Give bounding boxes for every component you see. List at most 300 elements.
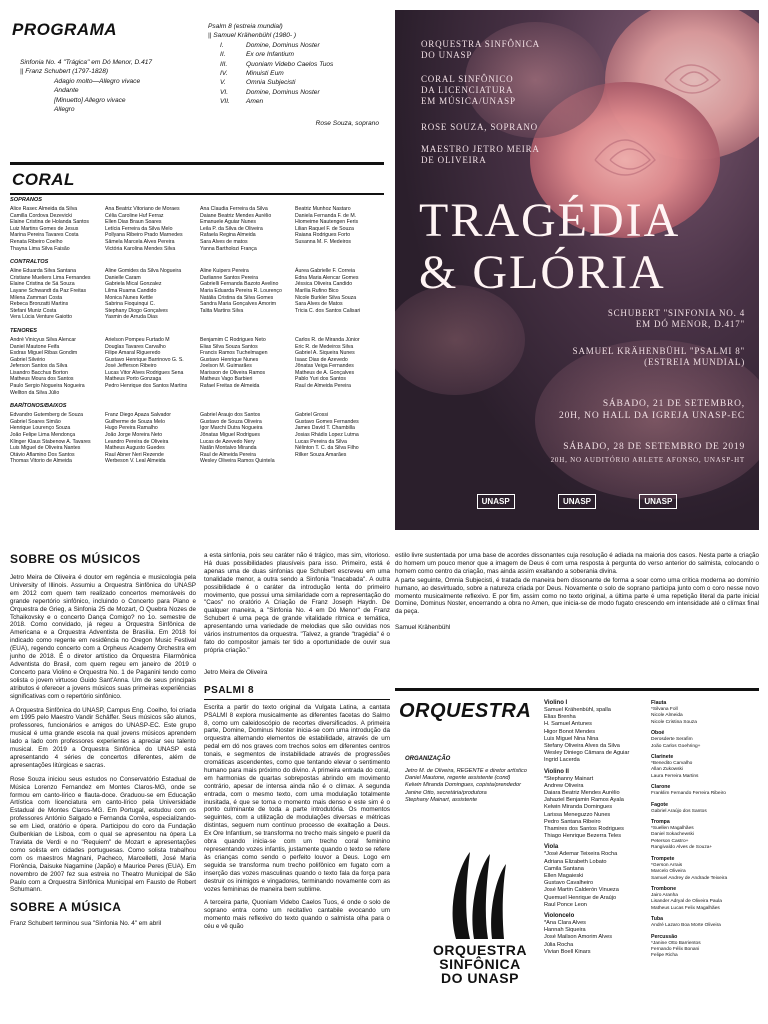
choir-member: Gabriel Grossi bbox=[295, 412, 329, 419]
choir-member: José Jefferson Ribeiro bbox=[105, 363, 157, 370]
choir-member: Danielle Caram bbox=[105, 274, 141, 281]
instrument-heading: Trombone bbox=[651, 885, 677, 892]
orchestra-member: Elias Brenha bbox=[544, 714, 576, 721]
choir-member: Lucas de Azevedo Nery bbox=[200, 438, 255, 445]
choir-member: Matheus Porto Gonzaga bbox=[105, 376, 162, 383]
movement-number: V. bbox=[220, 79, 226, 87]
poster-date-2-venue: 20H, NO AUDITÓRIO ARLETE AFONSO, UNASP-HT bbox=[550, 456, 745, 464]
schubert-analysis: a esta sinfonia, pois seu caráter não é trágico, mas sim, vitorioso. Há duas possibilidades plausíveis para isso. Primeiro, está é apenas uma de duas sinfonias que Schubert escreveu em uma tonalidade menor, a outra sendo a Sinfonia "Inacabada". A outra possibilidade é o caráter da introdução lenta do primeiro movimento, que possui uma similaridade com a representação do "Caos" no oratório A Criação de Franz Joseph Haydn. De qualquer maneira, a "Sinfonia No. 4 em Dó Menor" de Franz Schubert é uma peça de grande vitalidade rítmica e temática, apresentando uma variedade de melodias que são ouvidas nos vários instrumentos da orquestra. "Talvez, a grande "tragédia" é o fato do compositor jamais ter tido a oportunidade de ouvir sua própria criação." bbox=[204, 552, 390, 654]
choir-member: Matheus Vago Barbieri bbox=[200, 376, 253, 383]
choir-member: Stephany Diogo Gonçalves bbox=[105, 307, 168, 314]
orchestra-member: Laura Ferreira Martins bbox=[651, 773, 699, 779]
orquestra-logo bbox=[425, 844, 535, 985]
section-spacer bbox=[10, 396, 390, 401]
choir-member: Josias Rhádis Lopez Lutma bbox=[295, 432, 359, 439]
movement-4: Allegro bbox=[54, 106, 75, 114]
orchestra-member: Matheus Lucas Felix Magalhães bbox=[651, 905, 720, 911]
orchestra-member: Derosderte Serafim bbox=[651, 737, 693, 743]
choir-member: Benjamim C Rodrigues Neto bbox=[200, 336, 266, 343]
choir-member: Emanuele Aguiar Nunes bbox=[200, 219, 256, 226]
choir-member: Thomas Vitorio de Almeida bbox=[10, 458, 72, 465]
orchestra-member: Gustavo Cavalheiro bbox=[544, 880, 594, 887]
poster-date-1: SÁBADO, 21 DE SETEMBRO, 20H, NO HALL DA IGREJA UNASP-EC bbox=[559, 399, 745, 421]
choir-member: Sabrina Fioquinqui C. bbox=[105, 301, 155, 308]
instrument-heading: Violoncelo bbox=[544, 913, 575, 920]
choir-member: Aline Eduarda Silva Santana bbox=[10, 268, 77, 275]
orchestra-member: Jairo Aranha bbox=[651, 892, 678, 898]
psalm-movement bbox=[208, 69, 383, 78]
instrument-heading: Trompa bbox=[651, 819, 670, 826]
orchestra-member: Larissa Meneguzzo Nunes bbox=[544, 811, 611, 818]
choir-member: Guilherme de Souza Melo bbox=[105, 418, 165, 425]
choir-column bbox=[295, 337, 390, 396]
psalm-movement bbox=[208, 88, 383, 97]
organizacao-member: Jetro M. de Oliveira, REGENTE e diretor artístico bbox=[405, 768, 527, 774]
unasp-logo: UNASP bbox=[558, 494, 596, 509]
orchestra-member: H. Samuel Antunes bbox=[544, 721, 592, 728]
choir-column bbox=[105, 412, 200, 465]
poster-coral: CORAL SINFÔNICO DA LICENCIATURA EM MÚSICA/UNASP bbox=[421, 74, 516, 106]
choir-member: Maria Eduarda Pereira R. Lourenço bbox=[200, 287, 282, 294]
orchestra-member: *Stephanny Mainart bbox=[544, 775, 594, 782]
choir-member: Gabriel Araujo dos Santos bbox=[200, 412, 261, 419]
choir-member: Beatriz Munhoz Nastaro bbox=[295, 206, 351, 212]
logo-line-2: SINFÔNICA bbox=[439, 956, 521, 972]
movement-number: VII. bbox=[220, 98, 230, 106]
movement-2: Andante bbox=[54, 87, 79, 95]
choir-member: Talita Martins Silva bbox=[200, 307, 244, 314]
programa-title: PROGRAMA bbox=[12, 20, 118, 39]
section-spacer bbox=[10, 321, 390, 326]
choir-member: Ana Claudia Ferreira da Silva bbox=[200, 206, 268, 212]
choir-member: Layane Schwandt da Paz Freitas bbox=[10, 287, 87, 294]
instrument-heading: Percussão bbox=[651, 933, 678, 940]
orchestra-member: Raul Ponce Leon bbox=[544, 901, 587, 908]
poster-schubert: SCHUBERT "SINFONIA NO. 4 EM DÓ MENOR, D.417" bbox=[607, 308, 745, 329]
choir-member: Elaine Cristina de Holanda Santos bbox=[10, 219, 90, 226]
organizacao-member: Janine Otto, secretária/produtora bbox=[405, 789, 487, 796]
instrument-heading: Flauta bbox=[651, 700, 667, 706]
psalm-movement bbox=[208, 97, 383, 106]
voice-section-names bbox=[10, 337, 390, 396]
choir-column bbox=[105, 206, 200, 252]
choir-member: Gabriel A. Siqueira Nunes bbox=[295, 350, 355, 357]
choir-column bbox=[10, 337, 105, 396]
choir-member: Gustavo Henrique Nunes bbox=[200, 356, 259, 363]
choir-member: Luiz Martins Gomes de Jesus bbox=[10, 225, 79, 232]
poster-soloist: ROSE SOUZA, SOPRANO bbox=[421, 122, 538, 132]
choir-member: Cristiane Mueliers Lima Fernandes bbox=[10, 274, 91, 281]
soloist-credit: Rose Souza, soprano bbox=[315, 119, 379, 127]
movement-name: Amen bbox=[246, 98, 264, 106]
orchestra-member: André Lazaro Boa Morte Oliveira bbox=[651, 923, 721, 929]
choir-member: Darlianne Santos Pereira bbox=[200, 274, 258, 281]
orchestra-member: Stefany Oliveira Alves da Silva bbox=[544, 743, 620, 750]
choir-member: Hiomeime Nautengen Feris bbox=[295, 219, 359, 226]
coral-top-rule bbox=[10, 162, 384, 165]
choir-member: Gabriel Soares Simão bbox=[10, 418, 61, 425]
choir-member: Camilla Cordova Dezevicki bbox=[10, 212, 72, 219]
movement-3: [Minuetto] Allegro vivace bbox=[54, 96, 126, 104]
choir-member: Nicole Burkler Silva Souza bbox=[295, 294, 357, 301]
choir-member: Célia Caroline Huf Ferraz bbox=[105, 212, 164, 219]
middle-text-column bbox=[204, 552, 390, 1022]
orchestra-member: Marcelo Oliveira bbox=[651, 869, 686, 875]
choir-column bbox=[105, 268, 200, 321]
choir-member: Renata Ribeiro Coelho bbox=[10, 238, 63, 245]
orchestra-member: *José Ademar Teixeira Rocha bbox=[544, 851, 618, 858]
choir-member: Yasmin de Arruda Dias bbox=[105, 314, 158, 321]
orchestra-member: Hannah Siqueira bbox=[544, 927, 586, 934]
choir-member: Lilian Raquel F. de Souza bbox=[295, 225, 354, 232]
psalm-movement bbox=[208, 50, 383, 59]
orchestra-member: *Suellen Magalhães bbox=[651, 826, 694, 832]
section-spacer bbox=[10, 252, 390, 257]
choir-member: Alice Rasec Almeida da Silva bbox=[10, 206, 78, 212]
orchestra-member: *Ana Clara Alves bbox=[544, 920, 586, 927]
psalm-analysis-continued: estilo livre sustentada por uma base de acordes dissonantes cuja resolução é adiada na maioria dos casos. Nesta parte a criação do homem um pouco menor que a imagem de Deus é com uma resposta à pergunta do verso anterior do salmista, colocando o homem como centro da criação, mas ainda assim exaltando a soberania divina. A parte seguinte, Omnia Subjecisti, é tratada de maneira bem dissonante de forma a soar como uma crítica moderna ao domínio humano, ao desvirtuado, sobre a natureza criada por Deus. Novamente o solo de soprano participa junto com o coro nesse novo momento musicalmente reflexivo. E por fim, assim como no texto original, a última parte é uma repetição literal da parte inicial Domine, Dominus Noster, encerrando a obra no Amen, que inicia-se de modo fugato crescendo em intensidade até o clímax final da peça. bbox=[395, 552, 759, 616]
choir-member: Gustavo Henrique Barrinovo G. S. bbox=[105, 356, 184, 363]
choir-member: Stefani Muniz Costa bbox=[10, 307, 57, 314]
poster-title-line-1: TRAGÉDIA bbox=[419, 194, 681, 247]
orchestra-member: *Silvana Foll bbox=[651, 707, 678, 712]
choir-member: Werbeson V. Leal Almeida bbox=[105, 458, 166, 465]
voice-section-label: CONTRALTOS bbox=[10, 259, 49, 266]
instrument-heading: Trompete bbox=[651, 855, 675, 862]
choir-member: Lucas Pereira da Silva bbox=[295, 438, 347, 445]
orchestra-member: Daiara Beatriz Mendes Aurélio bbox=[544, 790, 620, 797]
choir-member: Marisson de Oliveira Ramos bbox=[200, 369, 266, 376]
choir-member: Matheus Moura dos Santos bbox=[10, 376, 74, 383]
choir-member: Raul de Almeida Pereira bbox=[295, 383, 351, 390]
logo-line-3: DO UNASP bbox=[441, 970, 519, 986]
organizacao-member: Daniel Mautone, regente assistente (cond) bbox=[405, 775, 511, 782]
movement-name: Domine, Dominus Noster bbox=[246, 41, 320, 49]
voice-section-label: TENORES bbox=[10, 327, 38, 334]
choir-member: João Jorge Moreira Neto bbox=[105, 432, 163, 439]
choir-column bbox=[200, 268, 295, 321]
choir-member: Thayna Lima Silva Faisão bbox=[10, 245, 70, 252]
orchestra-member: Adriana Elizabeth Lobato bbox=[544, 858, 607, 865]
choir-member: Pablo Yuri dos Santos bbox=[295, 376, 346, 383]
choir-member: Susanna M. F. Medeiros bbox=[295, 238, 351, 245]
orchestra-member: José Martin Calderón Vinueza bbox=[544, 887, 619, 894]
choir-member: Aline Gomides da Silva Nogueira bbox=[105, 268, 182, 275]
choir-member: Luis Miguel de Oliveira Nantes bbox=[10, 445, 81, 452]
section-spacer bbox=[10, 465, 390, 470]
choir-column bbox=[105, 337, 200, 396]
choir-member: Ellen Dias Braun Soares bbox=[105, 219, 162, 226]
choir-member: Lilma Ruama Candido bbox=[105, 287, 157, 294]
orchestra-member: Fernando Félix Bonani bbox=[651, 946, 700, 952]
orchestra-member: *Benedito Carvalho bbox=[651, 761, 693, 767]
choir-member: Joelson M. Guimarães bbox=[200, 363, 252, 370]
composer-schubert: || Franz Schubert (1797-1828) bbox=[20, 68, 109, 76]
psalm-movement bbox=[208, 60, 383, 69]
orchestra-winds bbox=[651, 696, 759, 960]
orchestra-member: Kelwin Miranda Domingues bbox=[544, 804, 613, 811]
unasp-logo: UNASP bbox=[477, 494, 515, 509]
choir-member: Daiane Beatriz Mendes Aurélio bbox=[200, 212, 272, 219]
choir-column bbox=[200, 206, 295, 252]
programa-right-works bbox=[208, 22, 383, 128]
composer-samuel: || Samuel Krähenbühl (1980- ) bbox=[208, 32, 297, 40]
choir-member: Yanna Bartholozi França bbox=[200, 245, 257, 252]
choir-member: Filipe Amaral Rigueredo bbox=[105, 350, 161, 357]
instrument-heading: Clarone bbox=[651, 784, 671, 791]
orchestra-member: Rangivaldo Alves de Souza+ bbox=[651, 845, 713, 851]
psalm-analysis-text: Escrita a partir do texto original da Vulgata Latina, a cantata PSALMI 8 explora musicalmente as diferentes facetas do Salmo 8, como um caleidoscópio de recortes diversificados. A primeira parte, Domine, Dominus Noster inicia-se com uma introdução da orquestra alternando elementos de estabilidade, através de um pedal em dó nos graves com trechos solos em diferentes centros tonais, e segmentos de instabilidade através de progressões cromáticas ascendentes, como que tentando elevar o sentimento humano para mais próximo do divino. A primeira entrada do coral, em harmonias de quartas sobrepostas abrindo em movimento contrário, apesar de intensa ainda não é o clímax. A segunda entrada, com o mesmo texto, com uma modulação totalmente inusitada, é que se torna o momento mais denso e este sim é o ponto culminante de toda a parte introdutória. Os momentos seguintes, com a utilização de modulações diversas e métricas distintas, seguem num contínuo processo de exaltação a Deus. Ex Ore Infantium, se transforma no trecho mais singelo e pueril da obra quando inicia-se com um trecho coral feminino representando vozes infantis, justamente quando o texto se refere às crianças como sendo o perfeito louvor a Deus. Logo em seguida se transforma num trecho polifônico em fugato com a inserção das vozes masculinas quando o texto fala da força para destruir os inimigos e vingadores, terminando novamente com as vozes femininas de maneira bem sublime. A terceira parte, Quoniam Videbo Caelos Tuos, é onde o solo de soprano entra como um recitativo cantabile evocando um momento mais reflexivo do texto quando o salmista olha para o céu e vê quão bbox=[204, 703, 390, 931]
choir-member: Rebeca Bronzatti Martins bbox=[10, 301, 69, 308]
choir-member: Victória Karolina Mendes Silva bbox=[105, 245, 176, 252]
choir-member: Henrique Lourenço Souza bbox=[10, 425, 71, 432]
choir-member: Ana Beatriz Vitoriano de Moraes bbox=[105, 206, 180, 212]
choir-column bbox=[10, 412, 105, 465]
choir-member: Gustavo de Souza Oliveira bbox=[200, 418, 262, 425]
instrument-heading: Oboé bbox=[651, 730, 665, 737]
choir-member: Franz Diego Apaza Salvador bbox=[105, 412, 172, 419]
choir-column bbox=[10, 206, 105, 252]
choir-member: Tricia C. dos Santos Calisari bbox=[295, 307, 361, 314]
orchestra-member: José Mailson Amorim Alves bbox=[544, 934, 613, 941]
choir-member: Jônatas Veiga Fernandes bbox=[295, 363, 354, 370]
choir-member: Marina Pereira Tavares Costa bbox=[10, 232, 79, 239]
psalm-movement bbox=[208, 78, 383, 87]
orchestra-member: Samuel Andrey de Andrade Teixeira bbox=[651, 875, 728, 881]
orquestra-title: ORQUESTRA bbox=[399, 700, 532, 722]
choir-member: Gabriel Silvério bbox=[10, 356, 46, 363]
orchestra-member: Allan Zukowski bbox=[651, 767, 683, 773]
choir-member: Lisandro Bacchus Borton bbox=[10, 369, 68, 376]
choir-member: Otávio Aflamino Dos Santos bbox=[10, 451, 75, 458]
poster-date-2: SÁBADO, 28 DE SETEMBRO DE 2019 bbox=[563, 442, 745, 452]
orquestra-section bbox=[395, 694, 759, 1022]
orchestra-member: Lisander Adryal de Oliveira Paula bbox=[651, 899, 722, 905]
choir-member: Raul de Almeida Pereira bbox=[200, 451, 256, 458]
choir-member: Gustavo Gomes Fernandes bbox=[295, 418, 359, 425]
orchestra-member: Thamires dos Santos Rodrigues bbox=[544, 826, 624, 833]
choir-member: Gabriela Mical Gonzalez bbox=[105, 281, 162, 288]
voice-section-label: SOPRANOS bbox=[10, 197, 43, 203]
choir-member: Letícia Ferreira da Silva Melo bbox=[105, 225, 173, 232]
instrument-heading: Violino II bbox=[544, 768, 569, 775]
choir-member: Rafael Freitas de Almeida bbox=[200, 383, 260, 390]
unasp-logo: UNASP bbox=[639, 494, 677, 509]
choir-member: Raiana Rodrigues Forto bbox=[295, 232, 351, 239]
psalm-analysis-title: PSALMI 8 bbox=[204, 684, 255, 696]
choir-member: Eric R. de Medeiros Silva bbox=[295, 343, 354, 350]
movement-1: Adagio molto—Allegro vivace bbox=[54, 77, 141, 85]
voice-section-names bbox=[10, 268, 390, 321]
movement-name: Minuisti Eum bbox=[246, 70, 284, 78]
orchestra-member: Samuel Krähenbühl, spalla bbox=[544, 707, 611, 713]
choir-member: Paulo Sergio Nogueira Nogueira bbox=[10, 383, 85, 390]
psalm-author: Samuel Krähenbühl bbox=[395, 624, 451, 632]
choir-member: Douglas Tavares Carvalho bbox=[105, 343, 166, 350]
movement-name: Domine, Dominus Noster bbox=[246, 88, 320, 96]
orquestra-top-rule bbox=[395, 688, 759, 691]
choir-member: Jéssica Oliveira Candido bbox=[295, 281, 353, 288]
orchestra-member: João Carlos Goehring+ bbox=[651, 743, 701, 749]
poster-maestro: MAESTRO JETRO MEIRA DE OLIVEIRA bbox=[421, 144, 540, 165]
choir-member: Jônatas Miguel Rodrigues bbox=[200, 432, 260, 439]
choir-member: Lucas Vitor Alves Rodrigues Sena bbox=[105, 369, 184, 376]
choir-column bbox=[200, 412, 295, 465]
orchestra-member: Higor Bonot Mendes bbox=[544, 728, 595, 735]
instrument-heading: Fagote bbox=[651, 801, 669, 808]
orchestra-member: Jahaziel Benjamin Ramos Ayala bbox=[544, 797, 624, 804]
choir-member: Wesley Oliveira Ramos Quintela bbox=[200, 458, 275, 465]
choir-member: Sara Alves de Matos bbox=[295, 301, 343, 308]
choir-member: Edvandro Gutemberg de Souza bbox=[10, 412, 83, 419]
choir-member: Sâmela Marcela Alves Pereira bbox=[105, 238, 175, 245]
choir-member: Leandro Pereira de Oliveira bbox=[105, 438, 169, 445]
sobre-musicos-section bbox=[10, 552, 196, 928]
movement-number: I. bbox=[220, 41, 224, 49]
coral-section bbox=[10, 168, 390, 470]
orchestra-member: Pedro Santana Ribeiro bbox=[544, 818, 601, 825]
orchestra-strings bbox=[544, 696, 654, 956]
choir-member: Nélinton T. C. da Silva Filho bbox=[295, 445, 359, 452]
choir-member: Edna Maria Alencar Gomes bbox=[295, 274, 359, 281]
concert-poster bbox=[395, 10, 759, 530]
sobre-musicos-title: SOBRE OS MÚSICOS bbox=[10, 552, 141, 566]
choir-member: Rafaela Regina Almeida bbox=[200, 232, 256, 239]
movement-name: Omnia Subjecisti bbox=[246, 79, 296, 87]
choir-member: Vera Lúcia Venture Gaiotto bbox=[10, 314, 73, 321]
choir-member: Elias Silva Souza Santos bbox=[200, 343, 258, 350]
choir-member: Aline Kuipers Pereira bbox=[200, 268, 249, 275]
choir-member: Daniel Mautone Feifa bbox=[10, 343, 60, 350]
psalm-movement bbox=[208, 41, 383, 50]
orchestra-logo-icon bbox=[440, 844, 520, 944]
sobre-musica-title: SOBRE A MÚSICA bbox=[10, 900, 122, 915]
voice-section-label: BARÍTONOS/BAIXOS bbox=[10, 403, 67, 410]
choir-member: Natália Cristina da Silva Gomes bbox=[200, 294, 274, 301]
logo-line-1: ORQUESTRA bbox=[433, 942, 527, 958]
choir-member: James David T. Chambilla bbox=[295, 425, 355, 432]
poster-title-line-2: & GLÓRIA bbox=[419, 246, 666, 299]
organizacao-label: ORGANIZAÇÃO bbox=[405, 756, 451, 762]
choir-column bbox=[295, 268, 390, 321]
choir-member: Hugo Pereira Ramalho bbox=[105, 425, 158, 432]
orchestra-member: Daniel Sokachewski bbox=[651, 832, 694, 838]
choir-member: Pedro Henrique dos Santos Martins bbox=[105, 383, 188, 390]
orchestra-member: *Gerson Arrais bbox=[651, 862, 683, 868]
orchestra-member: Ellen Magaieski bbox=[544, 873, 584, 880]
orchestra-member: Felipe Richa bbox=[651, 953, 678, 959]
coral-title: CORAL bbox=[12, 170, 75, 189]
orchestra-member: Luis Miguel Nina Nina bbox=[544, 735, 599, 742]
choir-member: Matheus de A. Gonçalves bbox=[295, 369, 355, 376]
organizacao-block bbox=[405, 756, 535, 804]
choir-member: Elaine Cristina de Sá Souza bbox=[10, 281, 75, 288]
choir-member: Áurea Gabrielle F. Correia bbox=[295, 268, 355, 275]
orchestra-member: Andrew Oliveira bbox=[544, 782, 584, 789]
movement-number: II. bbox=[220, 51, 226, 59]
choir-member: João Felipe Lima Mendonça bbox=[10, 432, 76, 439]
choir-member: Leila P. da Silva de Oliveira bbox=[200, 225, 263, 232]
poster-samuel: SAMUEL KRÄHENBÜHL "PSALMI 8" (ESTREIA MUNDIAL) bbox=[572, 346, 745, 367]
choir-member: Carlos R. de Miranda Júnior bbox=[295, 336, 360, 343]
right-text-column bbox=[395, 552, 759, 632]
voice-section-names bbox=[10, 412, 390, 465]
movement-number: VI. bbox=[220, 88, 229, 96]
choir-member: Jeferson Santos da Silva bbox=[10, 363, 68, 370]
choir-member: Klinger Klaus Stabenow A. Tavares bbox=[10, 438, 91, 445]
choir-member: Raul Abner Neri Rezende bbox=[105, 451, 164, 458]
sobre-musicos-text: Jetro Meira de Oliveira é doutor em regência e musicologia pela University of Illinois. Assumiu a Orquestra Sinfônica do UNASP em 2012 com quem tem realizado concertos memoráveis do grande repertório sinfônico, incluindo o Concerto para Piano e Orquestra de Grieg, a Sinfonia 25 de Mozart, O Quebra Nozes de Tchaikovsky e o concerto Dança Comigo? no 1o. semestre de 2018. Como convidado, já regeu a Orquestra Sinfônica de Americana e a Orquestra Adventista de Brasília. Em 2018 foi indicado como regente em residência no Oregon Music Festival (EUA), regendo concerto com a Orpheus Academy Orchestra em junho de 2018. É o diretor artístico da Orquestra Filarmônica Adventista do Brasil, com quem regeu em janeiro de 2019 o Concerto para Violino e Orquestra No. 1 de Paganini tendo como solista o jovem virtuoso Guido Sant'Anna. Um de seus principais atributos é oferecer a jovens músicos suas primeiras experiências significativas com o repertório sinfônico. A Orquestra Sinfônica do UNASP, Campus Eng. Coelho, foi criada em 1995 pelo Maestro Vandir Schäffer. Seus músicos são alunos, professores, funcionários e amigos do UNASP-EC. Este grupo musical é uma grande escola na qual jovens músicos aprendem lado a lado com professores experientes a apreciar seu talento musical. Em 2019 a Orquestra Sinfônica do UNASP está apresentando 4 séries de concertos diferentes, além de apresentações litúrgicas e sacras. Rose Souza iniciou seus estudos no Conservatório Estadual de Música Lorenzo Fernandez em Montes Claros-MG, onde se formou em canto-lírico e flauta-doce. Graduou-se em Educação Artística com licenciatura em canto-lírico pela Universidade Estadual de Montes Claros-MG. Em Portugal, estudou com os professores António Salgado e Fernanda Corrêa, especializando-se em Lied, oratório e ópera. Participou do coro da Fundação Gulbenkian de Lisboa, com o qual se apresentou na ópera La Traviata de Verdi e no "Requiem" de Mozart e apresentações como solista em cidades portuguesas. Como solista trabalhou com os maestros Magnani, Pacheco, Marcelletti, José Maria Florência, Daisuke Nagamine (Japão) e Maurice Peres (EUA). Em novembro de 2007 fez sua estreia no Theatro Municipal de São Paulo com a Orquestra Sinfônica Municipal em Fausto de Robert Schumann. bbox=[10, 574, 196, 894]
poster-logos bbox=[395, 494, 759, 509]
orchestra-member: *Janine Otto Barrientos bbox=[651, 940, 701, 946]
poster-org: ORQUESTRA SINFÔNICA DO UNASP bbox=[421, 39, 540, 60]
choir-member: Milena Zammari Costa bbox=[10, 294, 63, 301]
programa-section bbox=[10, 14, 385, 164]
orchestra-member: Wesley Diniego Câmara de Aguiar bbox=[544, 750, 630, 757]
organizacao-member: Kelwin Miranda Domingues, copista/prendedor bbox=[405, 782, 521, 789]
orchestra-member: Gabriel Araújo dos Santos bbox=[651, 808, 707, 814]
movement-name: Ex ore Infantium bbox=[246, 51, 295, 59]
orchestra-member: Júlia Rocha bbox=[544, 941, 574, 948]
psalm-movements bbox=[208, 41, 383, 107]
choir-member: Sara Alves de matos bbox=[200, 238, 248, 245]
orchestra-member: Peterson Castro+ bbox=[651, 838, 689, 844]
symphony-title: Sinfonia No. 4 "Trágica" em Dó Menor, D.417 bbox=[20, 59, 153, 66]
choir-member: Wellton da Silva Júlio bbox=[10, 389, 60, 396]
choir-member: Natãn Montalvo Miranda bbox=[200, 445, 257, 452]
choir-member: Monica Nunes Kettle bbox=[105, 294, 153, 301]
movement-number: IV. bbox=[220, 70, 228, 78]
psalm-title: Psalm 8 (estreia mundial) bbox=[208, 23, 283, 30]
orchestra-member: Ingrid Lacerda bbox=[544, 757, 580, 764]
orchestra-member: Camila Santana bbox=[544, 865, 584, 872]
choir-member: Marília Rufino Bico bbox=[295, 287, 339, 294]
voice-section-names bbox=[10, 206, 390, 252]
orchestra-member: Nicole Almeida bbox=[651, 713, 683, 719]
movement-number: III. bbox=[220, 60, 228, 68]
orchestra-member: Nicole Cristina Souza bbox=[651, 719, 697, 725]
choir-member: Gabrielli Fernanda Bazoto Avelino bbox=[200, 281, 279, 288]
instrument-heading: Clarinete bbox=[651, 754, 674, 761]
choir-member: Sandra Maria Gonçalves Amorim bbox=[200, 301, 277, 308]
choir-member: Daniela Fernanda F. de M. bbox=[295, 212, 357, 219]
choir-member: Arielson Pompeu Furtado M bbox=[105, 336, 170, 343]
choir-member: Matheus Augusto Guedes bbox=[105, 445, 165, 452]
choir-column bbox=[295, 206, 390, 252]
orchestra-member: Thiago Henrique Bezerra Teles bbox=[544, 833, 622, 840]
analysis-author: Jetro Meira de Oliveira bbox=[204, 668, 268, 676]
sobre-musica-text: Franz Schubert terminou sua "Sinfonia No. 4" em abril bbox=[10, 920, 162, 928]
programa-left-works bbox=[20, 58, 200, 114]
instrument-heading: Violino I bbox=[544, 700, 568, 706]
organizacao-member: Stephany Mainart, assistente bbox=[405, 796, 478, 803]
choir-member: André Vinicyus Silva Alencar bbox=[10, 336, 76, 343]
instrument-heading: Tuba bbox=[651, 916, 664, 923]
orchestra-member: Vivian Boell Kinars bbox=[544, 948, 591, 955]
choir-member: Rilker Souza Amarães bbox=[295, 451, 347, 458]
instrument-heading: Viola bbox=[544, 844, 559, 851]
orchestra-member: Quemuel Henrique de Araújo bbox=[544, 894, 617, 901]
choir-member: Esdras Miguel Ribas Gondim bbox=[10, 350, 78, 357]
choir-member: Isaac Dias de Azevedo bbox=[295, 356, 348, 363]
choir-member: Igor Marchi Dutra Nogueira bbox=[200, 425, 263, 432]
choir-member: Pollyana Ribeiro Prado Marnedes bbox=[105, 232, 183, 239]
choir-member: Francis Ramos Tuchelmagen bbox=[200, 350, 268, 357]
choir-column bbox=[200, 337, 295, 396]
choir-column bbox=[10, 268, 105, 321]
choir-column bbox=[295, 412, 390, 465]
movement-name: Quoniam Videbo Caelos Tuos bbox=[246, 60, 334, 68]
